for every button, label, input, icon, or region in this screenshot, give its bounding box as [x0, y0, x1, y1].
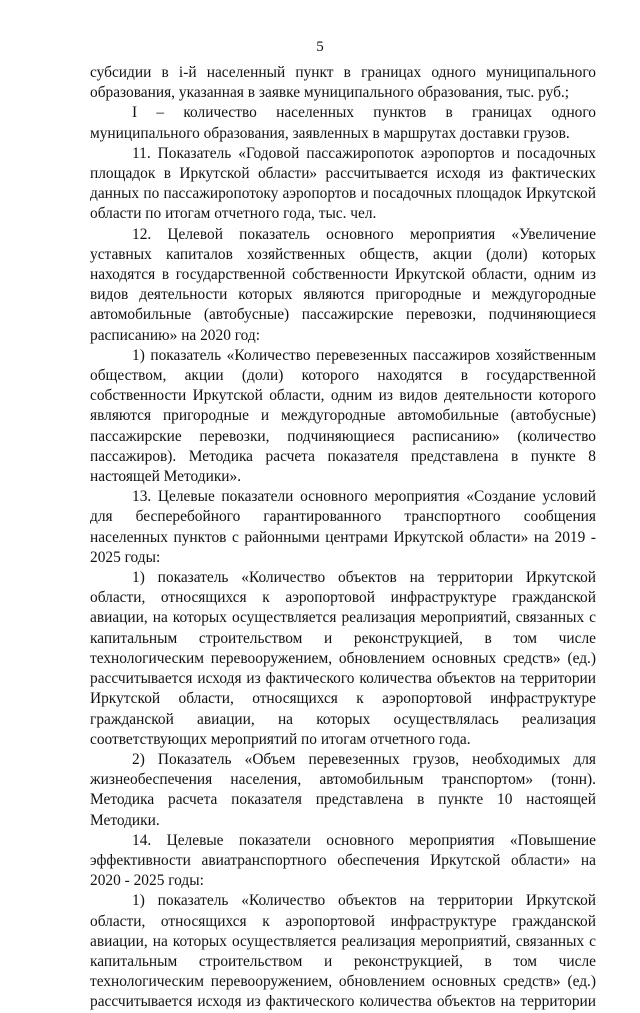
paragraph-item-12-indicator-1: 1) показатель «Количество перевезенных пассажиров хозяйственным обществом, акции (доли) которого находятся в государственной собственности Иркутской области, одним из видов деятельности которого являются пригородные и междугородные автомобильные (автобусные) пассажирские перевозки, подчиняющиеся расписанию» (количество пассажиров). Методика расчета показателя представлена в пункте 8 настоящей Методики».: [90, 346, 596, 486]
document-body: [90, 63, 596, 1013]
paragraph-item-13: 13. Целевые показатели основного мероприятия «Создание условий для бесперебойного гарантированного транспортного сообщения населенных пунктов с районными центрами Иркутской области» на 2019 - 2025 годы:: [90, 488, 596, 566]
paragraph-settlements-count: I – количество населенных пунктов в границах одного муниципального образования, заявленных в маршрутах доставки грузов.: [90, 104, 596, 142]
paragraph-item-14: 14. Целевые показатели основного мероприятия «Повышение эффективности авиатранспортного обеспечения Иркутской области» на 2020 - 2025 годы:: [90, 831, 596, 890]
paragraph-item-11: 11. Показатель «Годовой пассажиропоток аэропортов и посадочных площадок в Иркутской области» рассчитывается исходя из фактических данных по пассажиропотоку аэропортов и посадочных площадок Иркутской области по итогам отчетного года, тыс. чел.: [90, 144, 596, 223]
page-number: 5: [316, 39, 324, 55]
paragraph-item-13-indicator-1: 1) показатель «Количество объектов на территории Иркутской области, относящихся к аэропортовой инфраструктуре гражданской авиации, на которых осуществляется реализация мероприятий, связанных с капитальным строительством и реконструкцией, в том числе технологическим перевооружением, обновлением основных средств» (ед.) рассчитывается исходя из фактического количества объектов на территории Иркутской области, относящихся к аэропортовой инфраструктуре гражданской авиации, на которых осуществлялась реализация соответствующих мероприятий по итогам отчетного года.: [90, 569, 596, 748]
paragraph-item-14-indicator-1: 1) показатель «Количество объектов на территории Иркутской области, относящихся к аэропортовой инфраструктуре гражданской авиации, на которых осуществляется реализация мероприятий, связанных с капитальным строительством и реконструкцией, в том числе технологическим перевооружением, обновлением основных средств» (ед.) рассчитывается исходя из фактического количества объектов на территории: [90, 892, 596, 1011]
paragraph-subsidy-definition: субсидии в i-й населенный пункт в границах одного муниципального образования, указанная в заявке муниципального образования, тыс. руб.;: [90, 64, 596, 102]
paragraph-item-13-indicator-2: 2) Показатель «Объем перевезенных грузов, необходимых для жизнеобеспечения населения, автомобильным транспортом» (тонн). Методика расчета показателя представлена в пункте 10 настоящей Методики.: [90, 750, 596, 829]
paragraph-item-12: 12. Целевой показатель основного мероприятия «Увеличение уставных капиталов хозяйственных обществ, акции (доли) которых находятся в государственной собственности Иркутской области, одним из видов деятельности которых являются пригородные и междугородные автомобильные (автобусные) пассажирские перевозки, подчиняющиеся расписанию» на 2020 год:: [90, 225, 596, 344]
